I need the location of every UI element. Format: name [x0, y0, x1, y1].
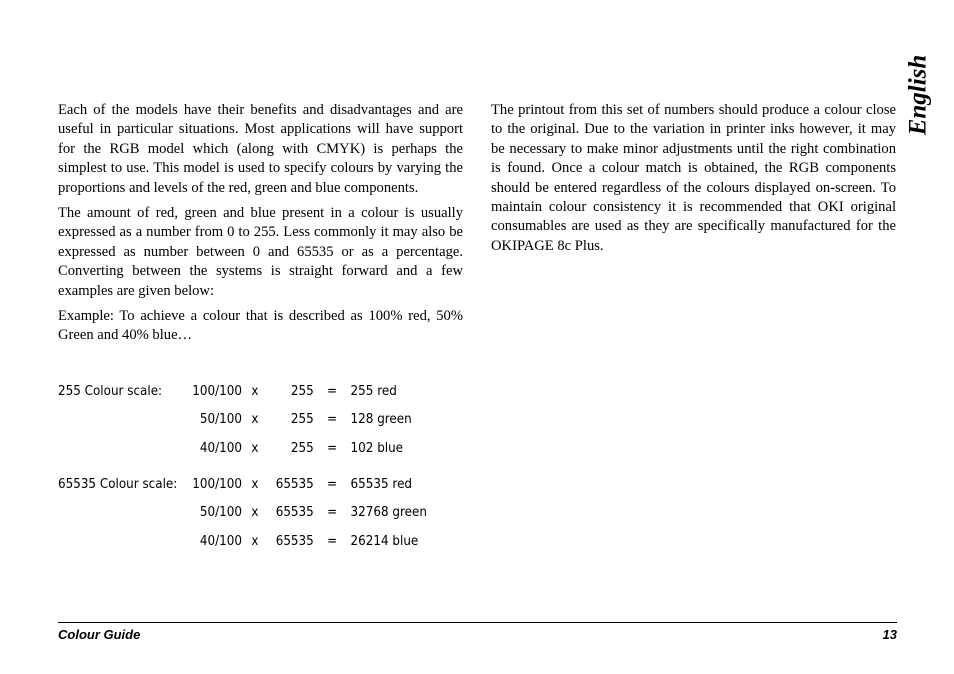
equals-sign: = — [327, 383, 338, 399]
scale-label: 255 Colour scale: — [58, 383, 163, 399]
paragraph-models: Each of the models have their benefits and disadvantages and are useful in particular situations. Most applications will have support for the RGB model which (along with CMYK) is perhaps the simplest to use. This model is used to specify colours by varying the proportions and levels of the red, green and blue components. — [58, 102, 463, 196]
multiply-sign: x — [251, 505, 259, 521]
multiply-sign: x — [251, 440, 259, 456]
page-number: 13 — [882, 627, 897, 642]
multiply-sign: x — [251, 383, 259, 399]
right-column — [491, 101, 896, 262]
language-tab-label: English — [904, 54, 932, 136]
multiplier: 255 — [290, 383, 314, 399]
fraction: 40/100 — [199, 440, 242, 456]
multiplier: 65535 — [275, 505, 314, 521]
scale-label: 65535 Colour scale: — [58, 476, 178, 492]
fraction: 100/100 — [192, 476, 242, 492]
paragraph-printout: The printout from this set of numbers should produce a colour close to the original. Due to the variation in printer inks however, it may be necessary to make minor adjustments until the right combination is found. Once a colour match is obtained, the RGB components should be entered regardless of the colours displayed on-screen. To maintain colour consistency it is recommended that OKI original consumables are used as they are specifically manufactured for the OKIPAGE 8c Plus. — [491, 102, 896, 254]
footer-title: Colour Guide — [58, 627, 141, 642]
result: 255 red — [350, 383, 397, 399]
calc-row — [58, 499, 461, 528]
language-tab — [898, 55, 938, 135]
fraction: 40/100 — [199, 533, 242, 549]
calc-row — [58, 527, 461, 556]
equals-sign: = — [327, 505, 338, 521]
result: 65535 red — [350, 476, 413, 492]
multiply-sign: x — [251, 533, 259, 549]
left-column — [58, 101, 463, 352]
result: 102 blue — [350, 440, 404, 456]
paragraph-example: Example: To achieve a colour that is described as 100% red, 50% Green and 40% blue… — [58, 308, 463, 344]
calc-row — [58, 377, 461, 406]
fraction: 50/100 — [199, 505, 242, 521]
footer-divider — [58, 622, 897, 623]
equals-sign: = — [327, 533, 338, 549]
result: 128 green — [350, 412, 412, 428]
multiplier: 65535 — [275, 476, 314, 492]
equals-sign: = — [327, 476, 338, 492]
fraction: 100/100 — [192, 383, 242, 399]
calc-row — [58, 434, 461, 463]
result: 32768 green — [350, 505, 427, 521]
multiply-sign: x — [251, 412, 259, 428]
calc-row — [58, 470, 461, 499]
equals-sign: = — [327, 412, 338, 428]
calc-row — [58, 406, 461, 435]
multiply-sign: x — [251, 476, 259, 492]
calc-table-65535 — [58, 470, 461, 556]
multiplier: 65535 — [275, 533, 314, 549]
multiplier: 255 — [290, 412, 314, 428]
fraction: 50/100 — [199, 412, 242, 428]
result: 26214 blue — [350, 533, 419, 549]
equals-sign: = — [327, 440, 338, 456]
paragraph-amount: The amount of red, green and blue present in a colour is usually expressed as a number from 0 to 255. Less commonly it may also be expressed as number between 0 and 65535 or as a percentage. Converting between the systems is straight forward and a few examples are given below: — [58, 205, 463, 299]
calc-table-255 — [58, 377, 461, 463]
multiplier: 255 — [290, 440, 314, 456]
